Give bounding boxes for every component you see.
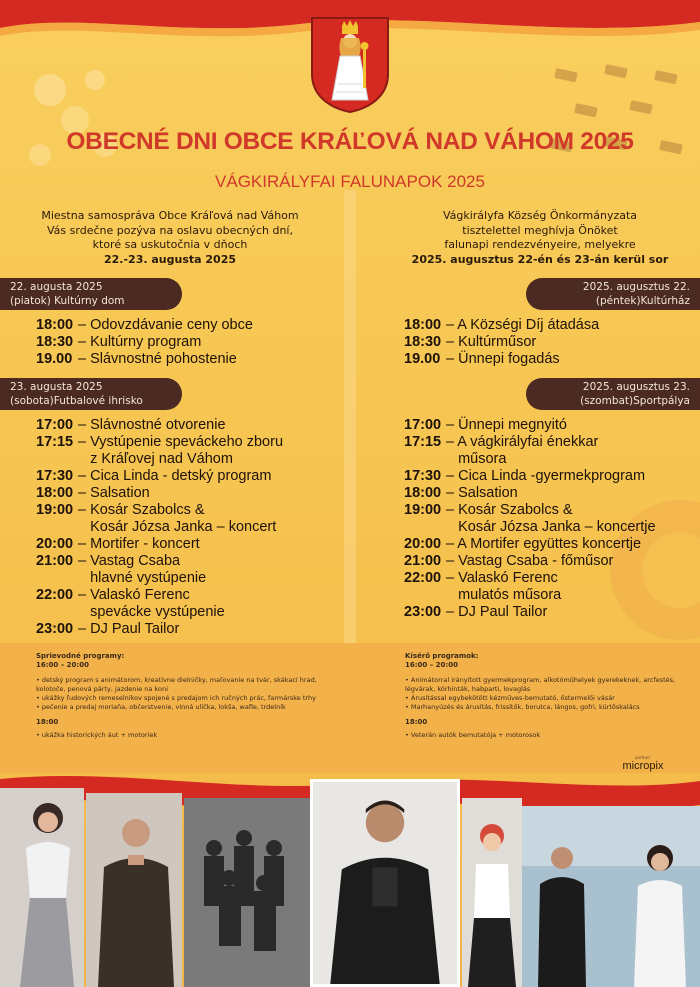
schedule-item — [404, 417, 656, 434]
schedule-desc: – Vastag Csaba - főműsor — [446, 553, 614, 569]
intro-hu-line2: tisztelettel meghívja Önöket — [462, 223, 618, 237]
intro-sk-line2: Vás srdečne pozýva na oslavu obecných dní, — [47, 223, 293, 237]
schedule-item — [404, 519, 656, 536]
schedule-time: 17:30 — [36, 468, 74, 484]
schedule-time: 18:00 — [404, 317, 442, 333]
schedule-item — [36, 434, 283, 451]
schedule-time: 17:30 — [404, 468, 442, 484]
day1-hu-schedule — [404, 317, 599, 368]
schedule-time: 18:30 — [36, 334, 74, 350]
event-subtitle: VÁGKIRÁLYFAI FALUNAPOK 2025 — [215, 172, 485, 191]
photo-children-entertainer — [462, 798, 522, 987]
program-item: • Marhanyúzés és árusítás, frissítők, borutca, lángos, gofri, kürtőskalács — [405, 703, 685, 712]
schedule-item — [36, 553, 283, 570]
side-hu-time2: 18:00 — [405, 718, 428, 726]
schedule-desc: – Mortifer - koncert — [78, 536, 200, 552]
schedule-item — [404, 434, 656, 451]
schedule-desc: spevácke vystúpenie — [78, 604, 225, 620]
day1-hu-date: 2025. augusztus 22. — [582, 281, 690, 293]
day2-sk-place: (sobota)Futbalové ihrisko — [10, 395, 143, 407]
schedule-desc: – Salsation — [446, 485, 518, 501]
schedule-desc: – Cica Linda - detský program — [78, 468, 272, 484]
schedule-time — [404, 587, 446, 604]
schedule-time: 19:00 — [36, 502, 74, 518]
schedule-desc: – A vágkirályfai énekkar — [446, 434, 599, 450]
schedule-item — [404, 553, 656, 570]
schedule-desc: – Valaskó Ferenc — [78, 587, 190, 603]
schedule-item — [404, 317, 599, 334]
schedule-item — [36, 536, 283, 553]
schedule-item — [36, 587, 283, 604]
schedule-item — [404, 536, 656, 553]
intro-sk-line1: Miestna samospráva Obce Kráľová nad Váhom — [41, 209, 299, 222]
day1-sk-date: 22. augusta 2025 — [10, 281, 103, 293]
program-item: • Veterán autók bemutatója + motorosok — [405, 731, 685, 740]
schedule-item — [404, 485, 656, 502]
schedule-time: 17:00 — [404, 417, 442, 433]
schedule-time: 17:15 — [404, 434, 442, 450]
program-item: • ukážka historických áut + motoriek — [36, 731, 336, 740]
schedule-desc: – Vastag Csaba — [78, 553, 181, 569]
schedule-item — [36, 502, 283, 519]
side-programs-sk — [36, 652, 336, 740]
schedule-item — [404, 334, 599, 351]
schedule-time: 22:00 — [404, 570, 442, 586]
schedule-time: 17:15 — [36, 434, 74, 450]
side-programs-hu — [405, 652, 685, 740]
schedule-desc: műsora — [446, 451, 507, 467]
schedule-time: 19.00 — [36, 351, 73, 367]
schedule-time: 20:00 — [36, 536, 74, 552]
schedule-time — [36, 570, 78, 587]
schedule-item — [404, 468, 656, 485]
schedule-item — [36, 468, 283, 485]
schedule-time: 23:00 — [404, 604, 442, 620]
schedule-item — [404, 502, 656, 519]
schedule-item — [404, 451, 656, 468]
day2-hu-place: (szombat)Sportpálya — [580, 395, 690, 407]
intro-sk-date: 22.-23. augusta 2025 — [104, 252, 236, 266]
side-hu-list2 — [405, 731, 685, 740]
schedule-desc: – Odovzdávanie ceny obce — [78, 317, 253, 333]
schedule-item — [36, 570, 283, 587]
day1-hu-place: (péntek)Kultúrház — [595, 295, 690, 307]
side-hu-time1: 16:00 – 20:00 — [405, 661, 458, 669]
schedule-item — [36, 451, 283, 468]
photo-band — [184, 798, 310, 987]
schedule-item — [36, 621, 283, 638]
day2-hu-pill — [526, 378, 700, 410]
intro-hungarian — [390, 209, 690, 267]
schedule-time: 21:00 — [36, 553, 74, 569]
schedule-desc: – Kosár Szabolcs & — [446, 502, 573, 518]
schedule-item — [36, 334, 253, 351]
schedule-desc: – Slávnostné pohostenie — [78, 351, 237, 367]
intro-slovak — [20, 209, 320, 267]
schedule-time: 18:00 — [36, 485, 74, 501]
intro-hu-line1: Vágkirályfa Község Önkormányzata — [442, 209, 638, 222]
event-title: OBECNÉ DNI OBCE KRÁĽOVÁ NAD VÁHOM 2025 — [66, 128, 634, 155]
photo-main-singer — [310, 779, 460, 987]
schedule-desc: – A Községi Díj átadása — [446, 317, 600, 333]
schedule-desc: mulatós műsora — [446, 587, 562, 603]
intro-hu-line3: falunapi rendezvényeire, melyekre — [444, 238, 636, 251]
schedule-item — [36, 351, 253, 368]
schedule-desc: – DJ Paul Tailor — [78, 621, 180, 637]
schedule-item — [36, 417, 283, 434]
schedule-time: 17:00 — [36, 417, 74, 433]
schedule-desc: – Salsation — [78, 485, 150, 501]
decor-center-stripe — [330, 190, 370, 650]
schedule-desc: – Cica Linda -gyermekprogram — [446, 468, 646, 484]
intro-hu-date: 2025. augusztus 22-én és 23-án kerül sor — [411, 252, 669, 266]
village-coat-of-arms — [308, 14, 392, 114]
side-sk-time1: 16:00 – 20:00 — [36, 661, 89, 669]
day1-sk-schedule — [36, 317, 253, 368]
day2-sk-schedule — [36, 417, 283, 638]
schedule-desc: Kosár Józsa Janka – koncert — [78, 519, 277, 535]
schedule-item — [36, 519, 283, 536]
schedule-item — [36, 317, 253, 334]
schedule-time: 23:00 — [36, 621, 74, 637]
schedule-desc: z Kráľovej nad Váhom — [78, 451, 233, 467]
schedule-time: 18:00 — [404, 485, 442, 501]
schedule-item — [36, 485, 283, 502]
schedule-time: 19.00 — [404, 351, 441, 367]
schedule-time — [36, 604, 78, 621]
schedule-item — [404, 351, 599, 368]
intro-sk-line3: ktoré sa uskutočnia v dňoch — [92, 238, 248, 251]
schedule-desc: – A Mortifer együttes koncertje — [446, 536, 642, 552]
sponsor-logo: micropix — [622, 760, 664, 772]
schedule-time — [404, 451, 446, 468]
schedule-desc: – DJ Paul Tailor — [446, 604, 548, 620]
schedule-desc: Kosár Józsa Janka – koncertje — [446, 519, 656, 535]
schedule-time: 22:00 — [36, 587, 74, 603]
photo-singer-woman — [0, 788, 84, 987]
side-hu-heading: Kísérő programok: — [405, 652, 479, 660]
side-sk-list — [36, 676, 336, 712]
schedule-item — [36, 604, 283, 621]
schedule-time — [404, 519, 446, 536]
schedule-desc: – Kosár Szabolcs & — [78, 502, 205, 518]
schedule-desc: – Vystúpenie speváckeho zboru — [78, 434, 284, 450]
decor-dots-left — [20, 60, 130, 190]
schedule-time: 20:00 — [404, 536, 442, 552]
schedule-item — [404, 570, 656, 587]
day1-hu-pill — [526, 278, 700, 310]
schedule-desc: – Kultúrműsor — [446, 334, 537, 350]
program-item: • pečenie a predaj moriaňa, občerstvenie, vinná ulička, lokša, wafle, trdelník — [36, 703, 336, 712]
schedule-time: 18:30 — [404, 334, 442, 350]
schedule-time: 18:00 — [36, 317, 74, 333]
photo-singer-man — [86, 793, 182, 987]
side-sk-heading: Sprievodné programy: — [36, 652, 125, 660]
schedule-time: 21:00 — [404, 553, 442, 569]
side-sk-time2: 18:00 — [36, 718, 59, 726]
schedule-desc: – Kultúrny program — [78, 334, 202, 350]
program-item: • detský program s animátorom, kreatívne dielničky, maľovanie na tvár, skákací hrad, kolotoče, penová párty, jazdenie na koni — [36, 676, 336, 694]
day2-hu-schedule — [404, 417, 656, 621]
side-hu-list — [405, 676, 685, 712]
day1-sk-place: (piatok) Kultúrny dom — [10, 295, 125, 307]
photo-duo-singers — [522, 806, 700, 987]
day2-sk-date: 23. augusta 2025 — [10, 381, 103, 393]
day2-sk-pill — [0, 378, 182, 410]
schedule-time — [36, 519, 78, 536]
program-item: • Árusítással egybekötött kézműves-bemutató, őstermelői vásár — [405, 694, 685, 703]
side-sk-list2 — [36, 731, 336, 740]
schedule-item — [404, 587, 656, 604]
program-item: • ukážky ľudových remeselníkov spojené s predajom ich ručných prác, farmárske trhy — [36, 694, 336, 703]
schedule-time — [36, 451, 78, 468]
schedule-time: 19:00 — [404, 502, 442, 518]
schedule-desc: – Ünnepi fogadás — [446, 351, 560, 367]
schedule-desc: – Slávnostné otvorenie — [78, 417, 226, 433]
schedule-desc: – Ünnepi megnyitó — [446, 417, 567, 433]
day1-sk-pill — [0, 278, 182, 310]
schedule-desc: hlavné vystúpenie — [78, 570, 207, 586]
program-item: • Animátorral irányított gyermekprogram, alkotóműhelyek gyerekeknek, arcfestés, légvárak, körhinták, habparti, lovaglás — [405, 676, 685, 694]
schedule-desc: – Valaskó Ferenc — [446, 570, 558, 586]
schedule-item — [404, 604, 656, 621]
sponsor-pre: partner: — [634, 755, 652, 760]
day2-hu-date: 2025. augusztus 23. — [582, 381, 690, 393]
